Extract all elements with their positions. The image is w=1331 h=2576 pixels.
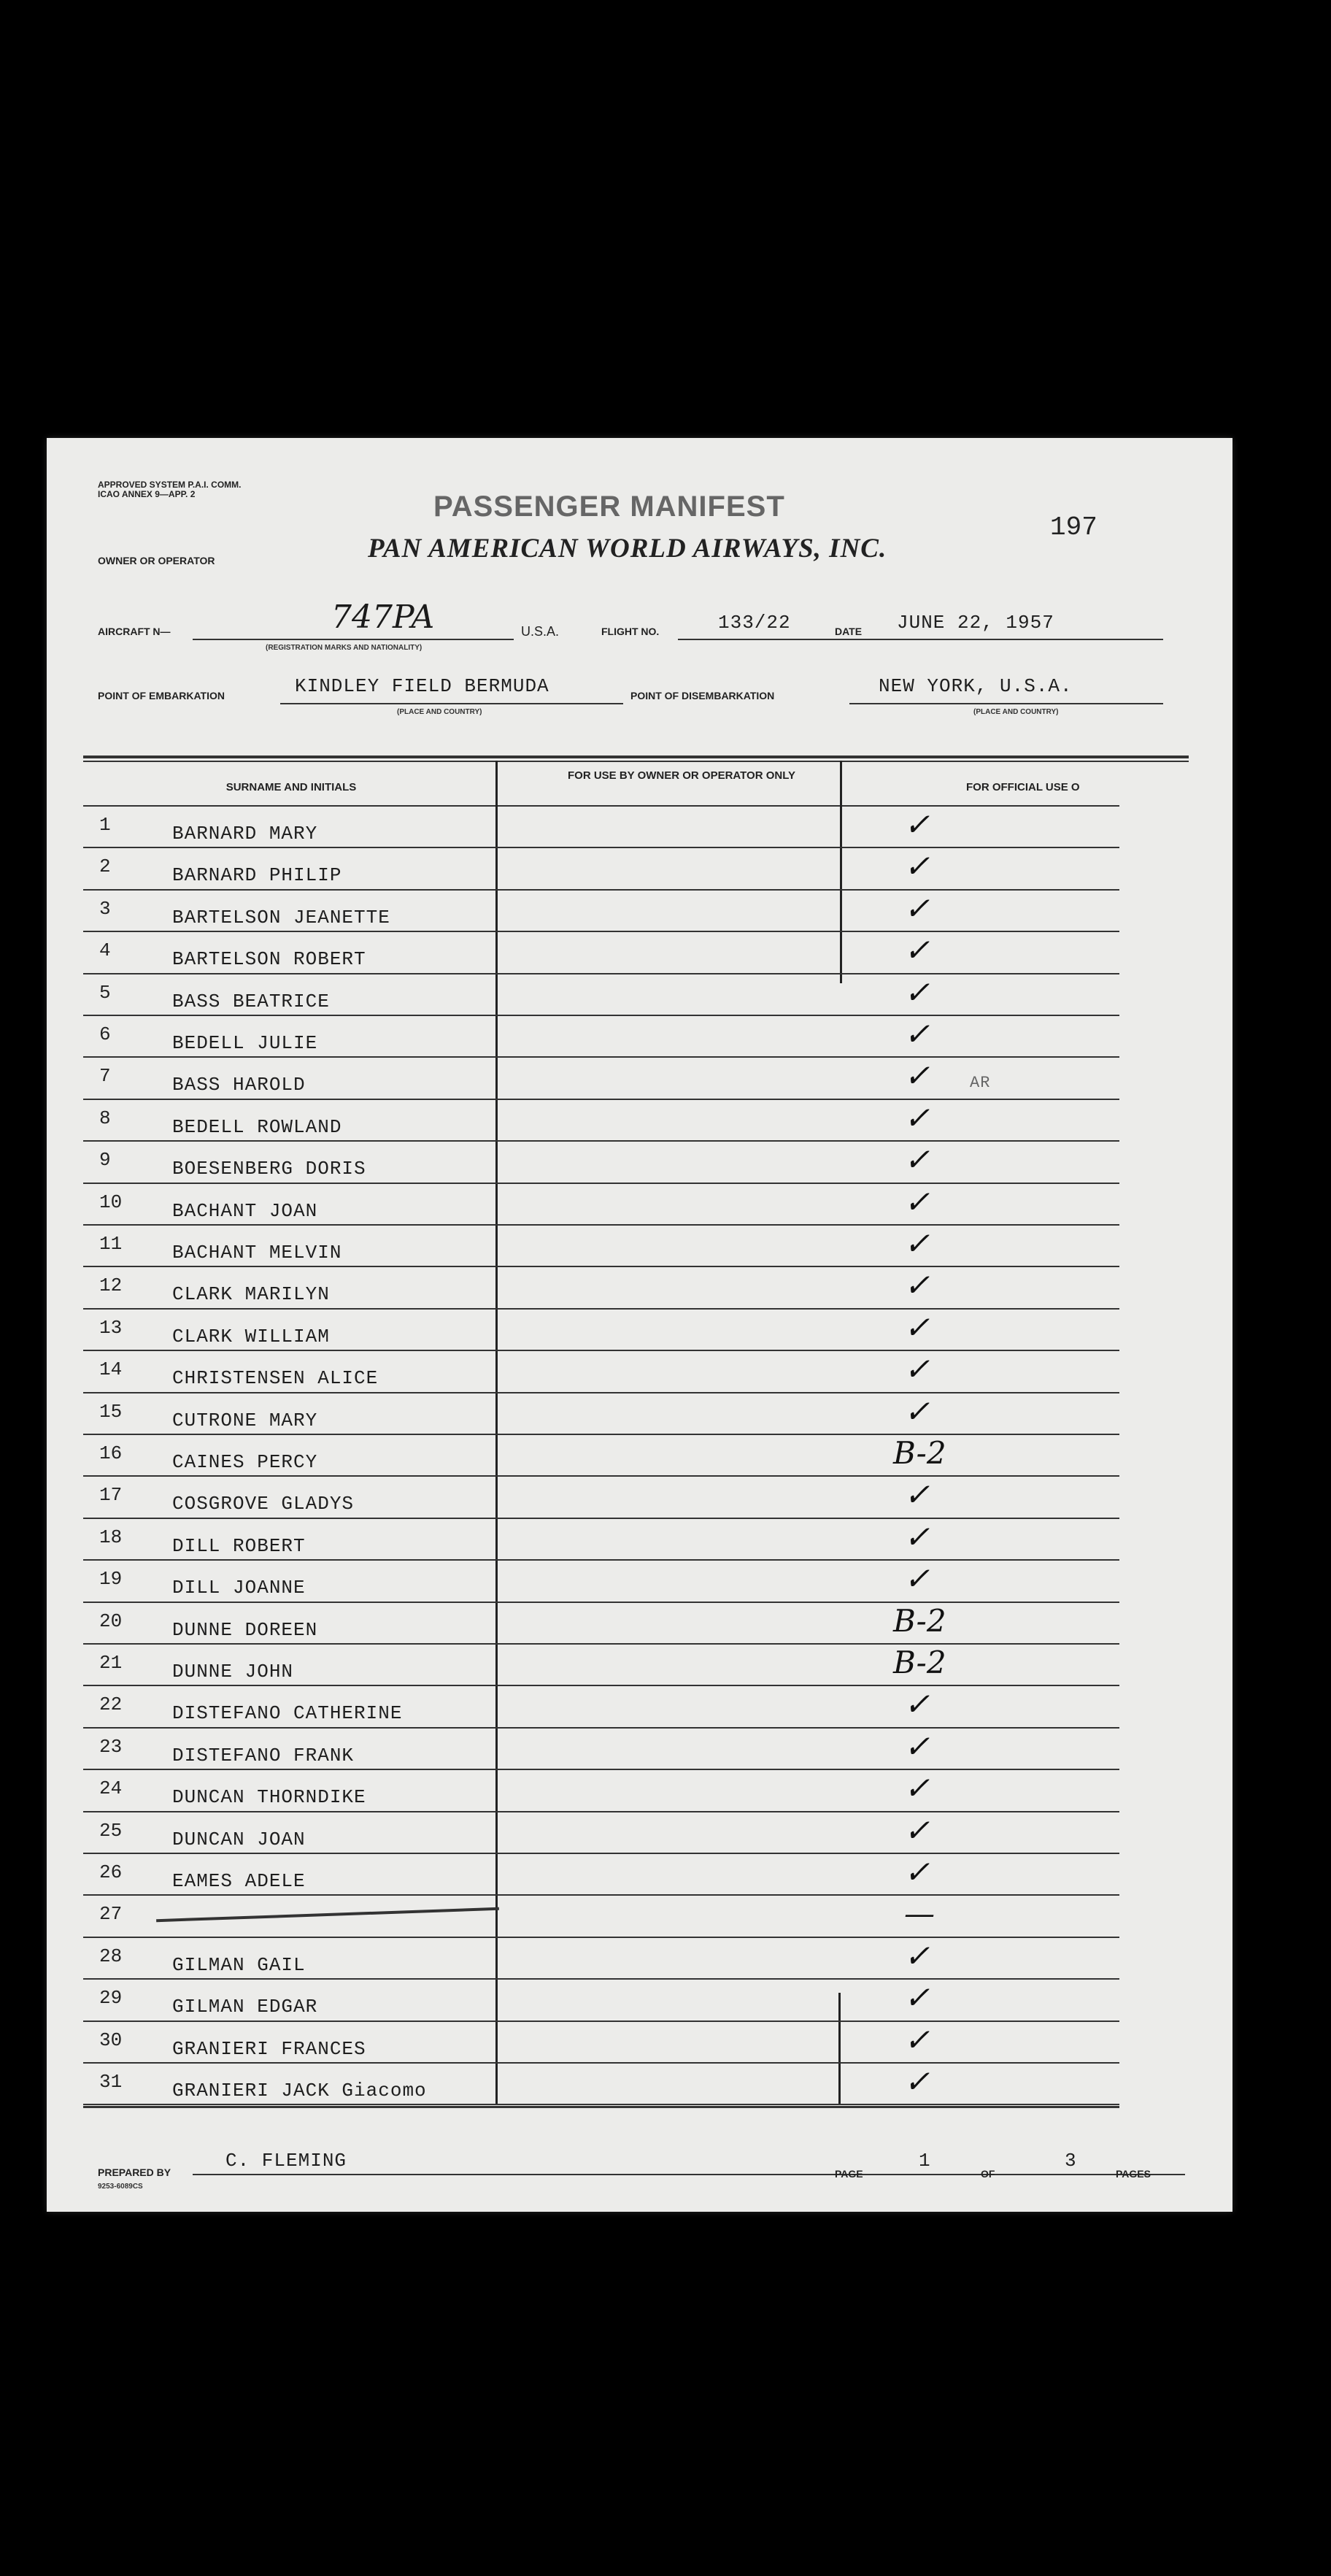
col-official-use: FOR OFFICIAL USE O (966, 781, 1080, 793)
row-rule (83, 1685, 1119, 1686)
official-mark: ✓ (904, 1267, 930, 1304)
row-rule (83, 1769, 1119, 1770)
passenger-name: BARTELSON ROBERT (172, 948, 366, 971)
passenger-name: DUNCAN THORNDIKE (172, 1786, 366, 1809)
row-rule (83, 1978, 1119, 1980)
passenger-name: BACHANT JOAN (172, 1199, 318, 1222)
row-rule (83, 1518, 1119, 1519)
row-rule (83, 1099, 1119, 1100)
row-rule (83, 2062, 1119, 2064)
row-rule (83, 1140, 1119, 1142)
passenger-name: GRANIERI JACK Giacomo (172, 2080, 427, 2102)
row-number: 7 (99, 1065, 111, 1088)
scribble-out (156, 1907, 499, 1922)
row-number: 17 (99, 1484, 123, 1507)
page-label: PAGE (835, 2168, 863, 2180)
row-number: 28 (99, 1945, 123, 1967)
row-number: 13 (99, 1316, 123, 1339)
passenger-name: DUNNE JOHN (172, 1661, 294, 1683)
date-label: DATE (835, 626, 863, 637)
row-rule (83, 1056, 1119, 1058)
passenger-name: CLARK WILLIAM (172, 1325, 330, 1347)
official-mark: ✓ (904, 1980, 930, 2016)
approval-stamp: APPROVED SYSTEM P.A.I. COMM. ICAO ANNEX 9—APP. 2 (98, 480, 242, 499)
row-rule (83, 1643, 1119, 1645)
passenger-name: DISTEFANO CATHERINE (172, 1702, 403, 1725)
col-surname: SURNAME AND INITIALS (225, 781, 357, 793)
embark-value: KINDLEY FIELD BERMUDA (295, 675, 549, 697)
row-number: 26 (99, 1861, 123, 1883)
row-rule (83, 1266, 1119, 1267)
passenger-name: DILL JOANNE (172, 1577, 306, 1599)
official-mark: ✓ (904, 1351, 930, 1388)
passenger-name: GILMAN GAIL (172, 1953, 306, 1976)
manifest-page (47, 438, 1232, 2212)
official-mark: ✓ (904, 1226, 930, 1261)
of-value: 3 (1065, 2150, 1077, 2172)
row-rule (83, 1392, 1119, 1393)
row-rule (83, 1015, 1119, 1016)
row-number: 30 (99, 2029, 123, 2051)
row-number: 9 (99, 1149, 111, 1172)
official-mark: ✓ (904, 1854, 930, 1890)
row-number: 2 (99, 856, 111, 878)
place-note-2: (PLACE AND COUNTRY) (973, 708, 1059, 716)
passenger-name: CUTRONE MARY (172, 1409, 318, 1431)
official-mark: ✓ (904, 1728, 930, 1764)
usa-label: U.S.A. (521, 624, 560, 639)
row-rule (83, 1559, 1119, 1561)
row-number: 8 (99, 1107, 111, 1129)
official-mark: B-2 (893, 1645, 946, 1680)
row-rule (83, 1350, 1119, 1351)
owner-label: OWNER OR OPERATOR (98, 555, 215, 566)
row-number: 10 (99, 1191, 123, 1213)
official-mark: ✓ (904, 807, 930, 842)
official-mark: ✓ (904, 1477, 930, 1513)
row-rule (83, 931, 1119, 932)
row-rule (83, 1183, 1119, 1184)
row-number: 24 (99, 1777, 123, 1800)
row-number: 18 (99, 1526, 123, 1548)
passenger-name: COSGROVE GLADYS (172, 1493, 355, 1515)
row-number: 12 (99, 1274, 123, 1297)
row-rule (83, 1224, 1119, 1226)
row-rule (83, 1434, 1119, 1435)
row-number: 15 (99, 1400, 123, 1423)
passenger-name: BEDELL ROWLAND (172, 1115, 342, 1138)
date-value: JUNE 22, 1957 (897, 612, 1054, 634)
row-number: 14 (99, 1358, 123, 1381)
row-number: 16 (99, 1442, 123, 1464)
passenger-name: BEDELL JULIE (172, 1032, 318, 1054)
official-mark: B-2 (893, 1602, 946, 1639)
passenger-name: BACHANT MELVIN (172, 1242, 342, 1264)
flight-value: 133/22 (718, 612, 791, 634)
official-mark: ✓ (904, 1142, 930, 1178)
row-number: 20 (99, 1610, 123, 1632)
disembark-label: POINT OF DISEMBARKATION (630, 690, 775, 701)
prepared-value: C. FLEMING (225, 2150, 347, 2172)
official-mark: ✓ (904, 1686, 930, 1723)
row-number: 1 (99, 814, 111, 836)
official-mark: — (904, 1896, 935, 1932)
row-rule (83, 2021, 1119, 2022)
row-number: 27 (99, 1903, 123, 1926)
aircraft-label: AIRCRAFT N— (98, 626, 171, 637)
page-value: 1 (919, 2150, 931, 2172)
of-label: OF (981, 2168, 995, 2180)
row-number: 23 (99, 1735, 123, 1758)
passenger-name: BARTELSON JEANETTE (172, 906, 390, 928)
disembark-value: NEW YORK, U.S.A. (879, 675, 1073, 697)
official-mark: ✓ (904, 1099, 930, 1136)
official-mark: B-2 (893, 1435, 946, 1471)
passenger-name: GRANIERI FRANCES (172, 2037, 366, 2060)
official-note: AR (970, 1074, 991, 1093)
passenger-name: GILMAN EDGAR (172, 1996, 318, 2018)
official-mark: ✓ (904, 890, 930, 926)
official-mark: ✓ (904, 2064, 930, 2099)
prepared-label: PREPARED BY (98, 2166, 171, 2178)
official-mark: ✓ (904, 848, 930, 885)
passenger-name: BASS BEATRICE (172, 990, 330, 1012)
row-number: 19 (99, 1568, 123, 1591)
airline-name: PAN AMERICAN WORLD AIRWAYS, INC. (368, 534, 887, 564)
passenger-name: DUNNE DOREEN (172, 1618, 318, 1641)
passenger-name: EAMES ADELE (172, 1870, 306, 1892)
row-rule (83, 973, 1119, 974)
row-number: 31 (99, 2071, 123, 2093)
row-rule (83, 1308, 1119, 1310)
aircraft-value: 747PA (331, 599, 435, 636)
row-rule (83, 1475, 1119, 1477)
pages-label: PAGES (1116, 2168, 1151, 2180)
official-mark: ✓ (904, 1183, 930, 1220)
row-number: 25 (99, 1819, 123, 1842)
row-number: 29 (99, 1987, 123, 2010)
flight-label: FLIGHT NO. (601, 626, 660, 637)
row-number: 6 (99, 1023, 111, 1045)
passenger-name: DILL ROBERT (172, 1534, 306, 1557)
row-rule (83, 1727, 1119, 1729)
page-stamp-number: 197 (1050, 512, 1097, 542)
passenger-name: DISTEFANO FRANK (172, 1744, 355, 1766)
row-rule (83, 889, 1119, 891)
row-number: 3 (99, 897, 111, 920)
official-mark: ✓ (904, 1770, 930, 1807)
official-mark: ✓ (904, 1058, 930, 1094)
page-title: PASSENGER MANIFEST (433, 491, 785, 523)
row-number: 21 (99, 1652, 123, 1674)
row-rule (83, 1937, 1119, 1938)
passenger-name: CAINES PERCY (172, 1451, 318, 1473)
passenger-name: BARNARD MARY (172, 823, 318, 845)
col-owner-use: FOR USE BY OWNER OR OPERATOR ONLY (568, 769, 795, 782)
row-number: 11 (99, 1233, 123, 1255)
official-mark: ✓ (904, 1812, 930, 1848)
row-rule (83, 847, 1119, 848)
official-mark: ✓ (904, 974, 930, 1010)
row-number: 5 (99, 981, 111, 1004)
official-mark: ✓ (904, 1309, 930, 1345)
row-number: 4 (99, 939, 111, 962)
official-mark: ✓ (904, 1016, 930, 1052)
official-mark: ✓ (904, 1393, 930, 1429)
passenger-name: BOESENBERG DORIS (172, 1158, 366, 1180)
passenger-name: CLARK MARILYN (172, 1283, 330, 1306)
passenger-name: BASS HAROLD (172, 1074, 306, 1096)
passenger-name: BARNARD PHILIP (172, 864, 342, 887)
place-note-1: (PLACE AND COUNTRY) (397, 708, 482, 716)
passenger-name: DUNCAN JOAN (172, 1828, 306, 1850)
embark-label: POINT OF EMBARKATION (98, 690, 225, 701)
row-number: 22 (99, 1693, 123, 1716)
row-rule (83, 1853, 1119, 1854)
row-rule (83, 1811, 1119, 1812)
official-mark: ✓ (904, 932, 930, 969)
row-rule (83, 1894, 1119, 1896)
official-mark: ✓ (904, 1518, 930, 1555)
official-mark: ✓ (904, 2021, 930, 2058)
registration-note: (REGISTRATION MARKS AND NATIONALITY) (266, 644, 423, 652)
row-rule (83, 1602, 1119, 1603)
passenger-name: CHRISTENSEN ALICE (172, 1367, 379, 1390)
official-mark: ✓ (904, 1937, 930, 1974)
official-mark: ✓ (904, 1561, 930, 1597)
form-number: 9253-6089CS (98, 2183, 143, 2191)
